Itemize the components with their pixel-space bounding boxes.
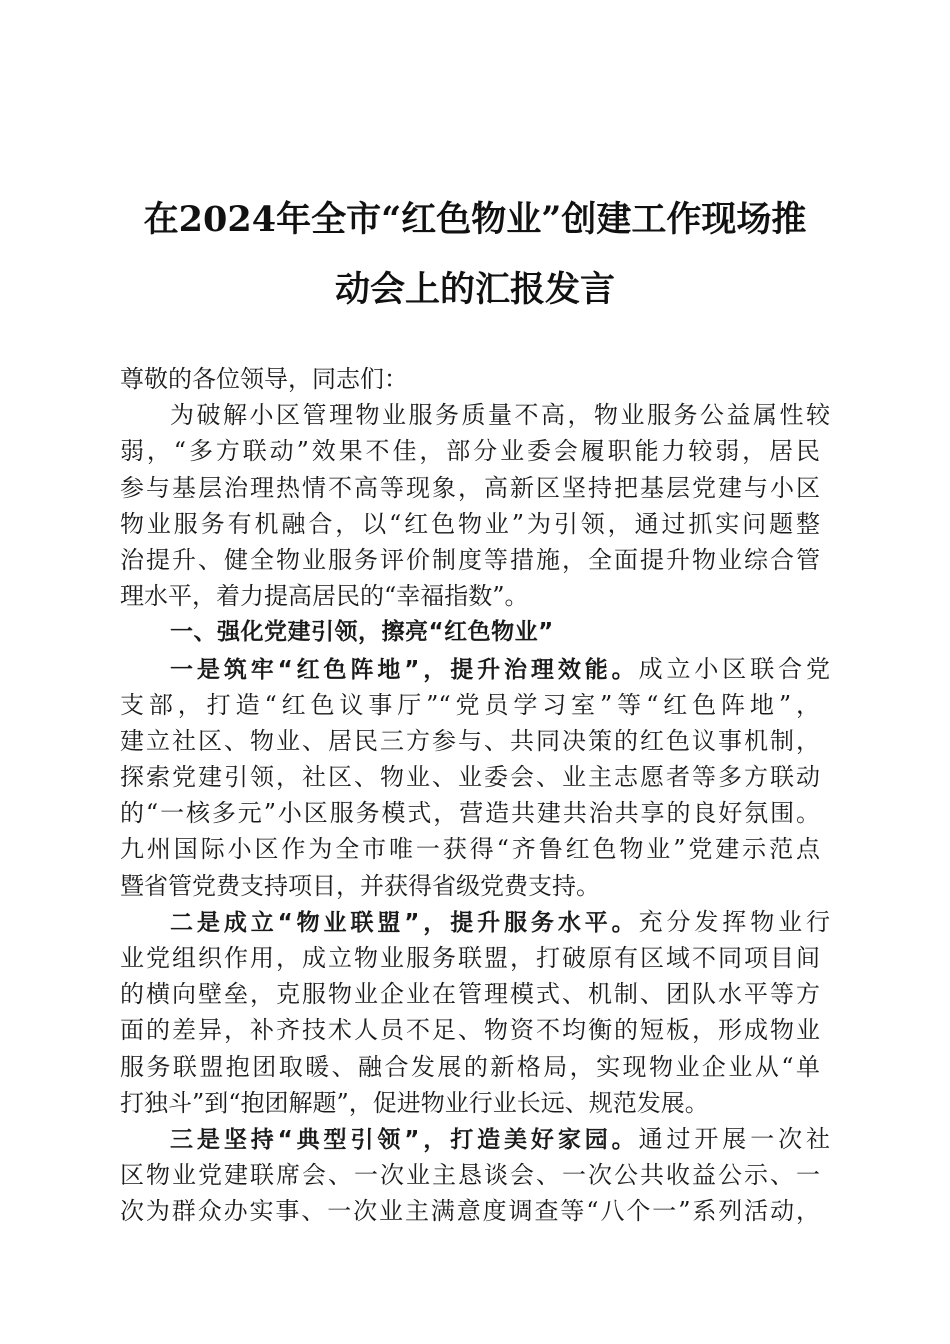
paragraph-1-first-rest: 成立小区联合党 [638,654,831,683]
intro-line: 理水平，着力提高居民的“幸福指数”。 [120,582,529,611]
intro-line: 物业服务有机融合，以“红色物业”为引领，通过抓实问题整 [120,509,820,538]
paragraph-3-line: 区物业党建联席会、一次业主恳谈会、一次公共收益公示、一 [120,1161,820,1190]
paragraph-3-line: 次为群众办实事、一次业主满意度调查等“八个一”系列活动， [120,1197,820,1226]
document-title-line-2: 动会上的汇报发言 [334,269,615,310]
salutation: 尊敬的各位领导，同志们： [120,365,408,393]
paragraph-2-lead: 二是成立“物业联盟”，提升服务水平。 [170,909,639,936]
paragraph-2-first-line [120,904,830,940]
intro-line: 治提升、健全物业服务评价制度等措施，全面提升物业综合管 [120,545,820,574]
paragraph-2-first-rest: 充分发挥物业行 [638,907,831,936]
intro-line: 弱，“多方联动”效果不佳，部分业委会履职能力较弱，居民 [120,437,820,466]
document-title-line-1: 在2024年全市“红色物业”创建工作现场推 [143,199,807,240]
paragraph-1-line: 探索党建引领，社区、物业、业委会、业主志愿者等多方联动 [120,763,820,792]
paragraph-1-line: 建立社区、物业、居民三方参与、共同决策的红色议事机制， [120,726,820,755]
document-body [120,361,830,1230]
paragraph-1-first-line [120,651,830,687]
paragraph-2-line: 面的差异，补齐技术人员不足、物资不均衡的短板，形成物业 [120,1016,820,1045]
paragraph-1-line: 九州国际小区作为全市唯一获得“齐鲁红色物业”党建示范点 [120,835,820,864]
paragraph-1-lead: 一是筑牢“红色阵地”，提升治理效能。 [170,656,639,683]
paragraph-2-line: 的横向壁垒，克服物业企业在管理模式、机制、团队水平等方 [120,980,820,1009]
paragraph-1-line: 的“一核多元”小区服务模式，营造共建共治共享的良好氛围。 [120,799,820,828]
paragraph-2-line: 服务联盟抱团取暖、融合发展的新格局，实现物业企业从“单 [120,1052,820,1081]
paragraph-2-line: 打独斗”到“抱团解题”，促进物业行业长远、规范发展。 [120,1088,709,1117]
paragraph-1-line: 支部，打造“红色议事厅”“党员学习室”等“红色阵地”， [120,690,820,719]
paragraph-3-first-line [120,1121,830,1157]
intro-line: 为破解小区管理物业服务质量不高，物业服务公益属性较 [170,401,830,430]
intro-line: 参与基层治理热情不高等现象，高新区坚持把基层党建与小区 [120,473,820,502]
paragraph-2-line: 业党组织作用，成立物业服务联盟，打破原有区域不同项目间 [120,944,820,972]
section-heading: 一、强化党建引领，擦亮“红色物业” [170,619,554,646]
paragraph-3-lead: 三是坚持“典型引领”，打造美好家园。 [170,1126,639,1153]
paragraph-3-first-rest: 通过开展一次社 [638,1124,831,1153]
paragraph-1-line: 暨省管党费支持项目，并获得省级党费支持。 [120,871,600,900]
